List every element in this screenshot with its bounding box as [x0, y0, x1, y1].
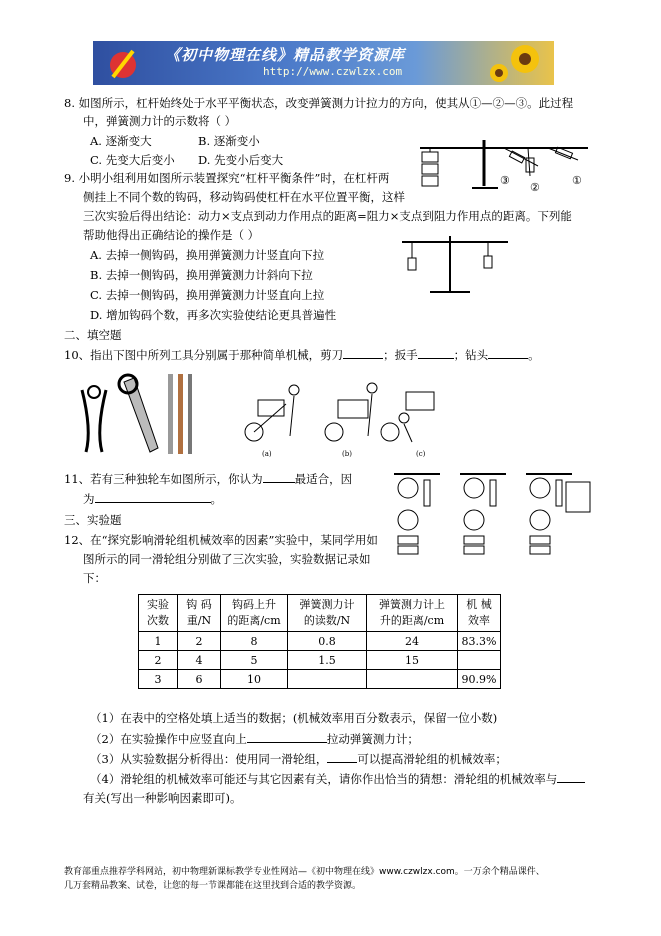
table-cell: 1	[139, 632, 178, 651]
q8-option-c: C. 先变大后变小	[90, 153, 175, 167]
q12-line3: 下：	[83, 571, 106, 585]
q12-blank-method[interactable]	[327, 750, 357, 763]
experiment-table	[138, 594, 501, 689]
q10-mid1: ；扳手	[383, 348, 418, 362]
table-cell: 83.3%	[458, 632, 501, 651]
wrench-icon	[124, 378, 158, 452]
logo-icon	[101, 41, 161, 85]
section-experiment: 三、实验题	[64, 513, 122, 527]
table-cell-blank[interactable]	[458, 651, 501, 670]
q8-option-b: B. 逐渐变小	[198, 134, 260, 148]
q8-option-a: A. 逐渐变大	[90, 134, 152, 148]
drill-bit-icon	[168, 374, 173, 454]
sunflower-icon	[485, 41, 554, 85]
q10-mid2: ；钻头	[453, 348, 489, 362]
q12-sub3	[90, 750, 507, 768]
banner-url: http://www.czwlzx.com	[263, 65, 403, 78]
q11-l2a: 为	[83, 492, 95, 506]
q9-option-c: C. 去掉一侧钩码，换用弹簧测力计竖直向上拉	[90, 288, 325, 302]
q11-line1	[64, 470, 352, 488]
fig-label-c: (c)	[416, 450, 426, 458]
q12-sub4	[90, 770, 585, 788]
q9-option-d: D. 增加钩码个数，再多次实验使结论更具普遍性	[90, 308, 337, 322]
q9-option-b: B. 去掉一侧钩码，换用弹簧测力计斜向下拉	[90, 268, 313, 282]
q9-line1: 9. 小明小组利用如图所示装置探究“杠杆平衡条件”时，在杠杆两	[64, 171, 390, 185]
table-cell: 15	[367, 651, 458, 670]
table-cell: 0.8	[288, 632, 367, 651]
scissors-icon	[82, 390, 106, 452]
q10-prefix: 10、指出下图中所列工具分别属于那种简单机械，剪刀	[64, 348, 344, 362]
q10-blank-scissors[interactable]	[343, 346, 383, 359]
q12-s3b: 可以提高滑轮组的机械效率；	[357, 752, 507, 766]
q12-line1: 12、在“探究影响滑轮组机械效率的因素”实验中，某同学用如	[64, 533, 378, 547]
header-cell: 机 械 效率	[458, 595, 501, 632]
table-cell: 10	[221, 670, 288, 689]
section-fill-in: 二、填空题	[64, 328, 122, 342]
table-cell: 8	[221, 632, 288, 651]
table-cell: 3	[139, 670, 178, 689]
table-cell: 2	[139, 651, 178, 670]
q12-sub4-cont: 有关(写出一种影响因素即可)。	[83, 791, 242, 805]
q9-line3: 三次实验后得出结论：动力×支点到动力作用点的距离=阻力×支点到阻力作用点的距离。下列能	[83, 209, 572, 223]
q11-blank-choice[interactable]	[263, 470, 295, 483]
table-cell-blank[interactable]	[288, 670, 367, 689]
table-cell: 6	[178, 670, 221, 689]
table-cell: 4	[178, 651, 221, 670]
q9-option-a: A. 去掉一侧钩码，换用弹簧测力计竖直向下拉	[90, 248, 325, 262]
table-header-row	[139, 595, 501, 632]
table-cell: 90.9%	[458, 670, 501, 689]
q10-blank-drill[interactable]	[488, 346, 528, 359]
fig-label-3: ③	[500, 174, 510, 187]
table-row	[139, 651, 501, 670]
q9-line4: 帮助他得出正确结论的操作是（ ）	[83, 228, 260, 242]
q12-s2b: 拉动弹簧测力计；	[326, 732, 419, 746]
footer-line1: 教育部重点推荐学科网站，初中物理新课标教学专业性网站—《初中物理在线》www.czwlzx.com。一万余个精品课件、	[64, 867, 545, 877]
q8-option-d: D. 先变小后变大	[198, 153, 284, 167]
q11-blank-reason[interactable]	[95, 490, 211, 503]
fig-label-1: ①	[572, 174, 582, 187]
q12-line2: 图所示的同一滑轮组分别做了三次实验，实验数据记录如	[83, 552, 371, 566]
table-cell: 5	[221, 651, 288, 670]
header-cell: 钩 码 重/N	[178, 595, 221, 632]
banner-title: 《初中物理在线》精品教学资源库	[165, 46, 406, 64]
table-cell-blank[interactable]	[367, 670, 458, 689]
lever-balance-figure	[400, 232, 512, 302]
q11-l2b: 。	[210, 492, 222, 506]
q12-s4a: （4）滑轮组的机械效率可能还与其它因素有关，请你作出恰当的猜想：滑轮组的机械效率与	[90, 772, 558, 786]
table-row	[139, 670, 501, 689]
q8-line1: 8. 如图所示，杠杆始终处于水平平衡状态，改变弹簧测力计拉力的方向，使其从①—②—③。此过程	[64, 96, 574, 110]
fig-label-b: (b)	[342, 450, 352, 458]
fig-label-a: (a)	[262, 450, 272, 458]
lever-spring-figure	[418, 136, 598, 196]
q12-sub1: （1）在表中的空格处填上适当的数据；(机械效率用百分数表示，保留一位小数)	[90, 711, 498, 725]
table-cell: 2	[178, 632, 221, 651]
header-cell: 实验 次数	[139, 595, 178, 632]
q10-end: 。	[528, 348, 540, 362]
q11-l1a: 11、若有三种独轮车如图所示，你认为	[64, 472, 263, 486]
header-cell: 钩码上升 的距离/cm	[221, 595, 288, 632]
q12-blank-direction[interactable]	[247, 730, 327, 743]
q10-line	[64, 346, 540, 364]
q11-line2	[83, 490, 222, 508]
q12-blank-factor[interactable]	[557, 770, 585, 783]
q8-line2: 中，弹簧测力计的示数将（ ）	[83, 114, 237, 128]
header-cell: 弹簧测力计 的读数/N	[288, 595, 367, 632]
table-row	[139, 632, 501, 651]
table-cell: 24	[367, 632, 458, 651]
q12-s3a: （3）从实验数据分析得出：使用同一滑轮组，	[90, 752, 328, 766]
fig-label-2: ②	[530, 181, 540, 194]
header-cell: 弹簧测力计上 升的距离/cm	[367, 595, 458, 632]
q9-line2: 侧挂上不同个数的钩码，移动钩码使杠杆在水平位置平衡，这样	[83, 190, 405, 204]
pulley-figure	[390, 470, 600, 560]
header-banner	[93, 41, 554, 85]
q12-sub2	[90, 730, 419, 748]
q12-s2a: （2）在实验操作中应竖直向上	[90, 732, 247, 746]
q10-blank-wrench[interactable]	[418, 346, 454, 359]
footer-line2: 几万套精品教案、试卷，让您的每一节课都能在这里找到合适的教学资源。	[64, 881, 362, 891]
q11-l1b: 最适合，因	[294, 472, 353, 486]
tools-wheelbarrow-figure	[72, 370, 442, 460]
table-cell: 1.5	[288, 651, 367, 670]
